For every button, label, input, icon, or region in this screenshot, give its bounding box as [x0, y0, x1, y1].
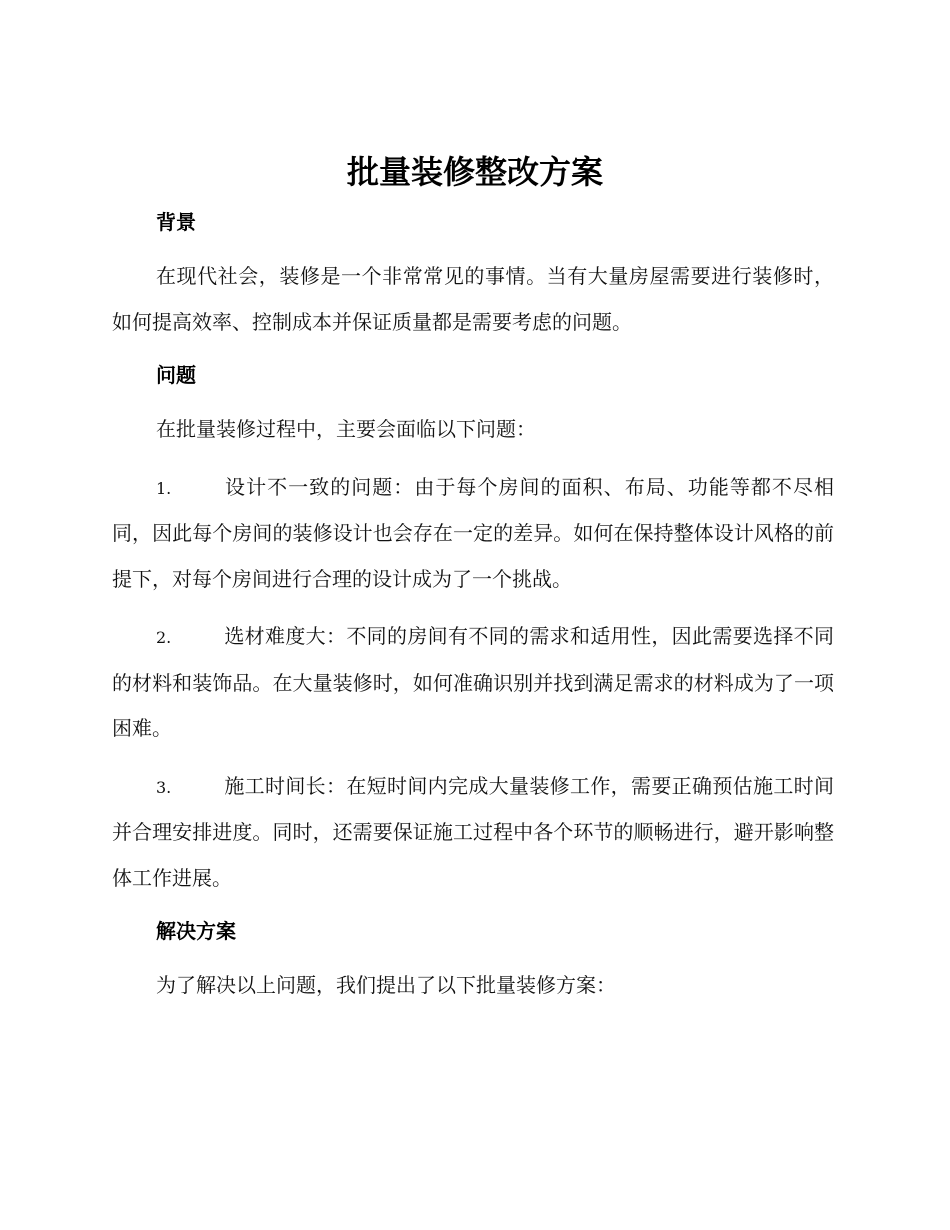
- section-heading-problems: 问题: [156, 363, 196, 387]
- problems-intro: 在批量装修过程中，主要会面临以下问题：: [156, 417, 536, 441]
- list-item-number: 3.: [156, 777, 172, 797]
- document-title: 批量装修整改方案: [346, 153, 603, 191]
- list-item-text: 选材难度大：不同的房间有不同的需求和适用性，因此需要选择不同的材料和装饰品。在大量装修时，如何准确识别并找到满足需求的材料成为了一项困难。: [112, 624, 834, 740]
- solution-intro: 为了解决以上问题，我们提出了以下批量装修方案：: [156, 973, 616, 997]
- list-item-text: 施工时间长：在短时间内完成大量装修工作，需要正确预估施工时间并合理安排进度。同时，还需要保证施工过程中各个环节的顺畅进行，避开影响整体工作进展。: [112, 773, 834, 890]
- section-heading-background: 背景: [156, 210, 196, 234]
- list-item: [112, 764, 834, 902]
- section-heading-solution: 解决方案: [156, 919, 236, 943]
- document-body: [112, 204, 834, 1009]
- list-item: [112, 465, 834, 603]
- list-item-text: 设计不一致的问题：由于每个房间的面积、布局、功能等都不尽相同，因此每个房间的装修设计也会存在一定的差异。如何在保持整体设计风格的前提下，对每个房间进行合理的设计成为了一个挑战。: [112, 474, 834, 591]
- list-item-number: 1.: [156, 478, 172, 498]
- list-item-number: 2.: [156, 628, 172, 647]
- list-item: [112, 614, 834, 752]
- background-paragraph: 在现代社会，装修是一个非常常见的事情。当有大量房屋需要进行装修时，如何提高效率、控制成本并保证质量都是需要考虑的问题。: [112, 264, 834, 334]
